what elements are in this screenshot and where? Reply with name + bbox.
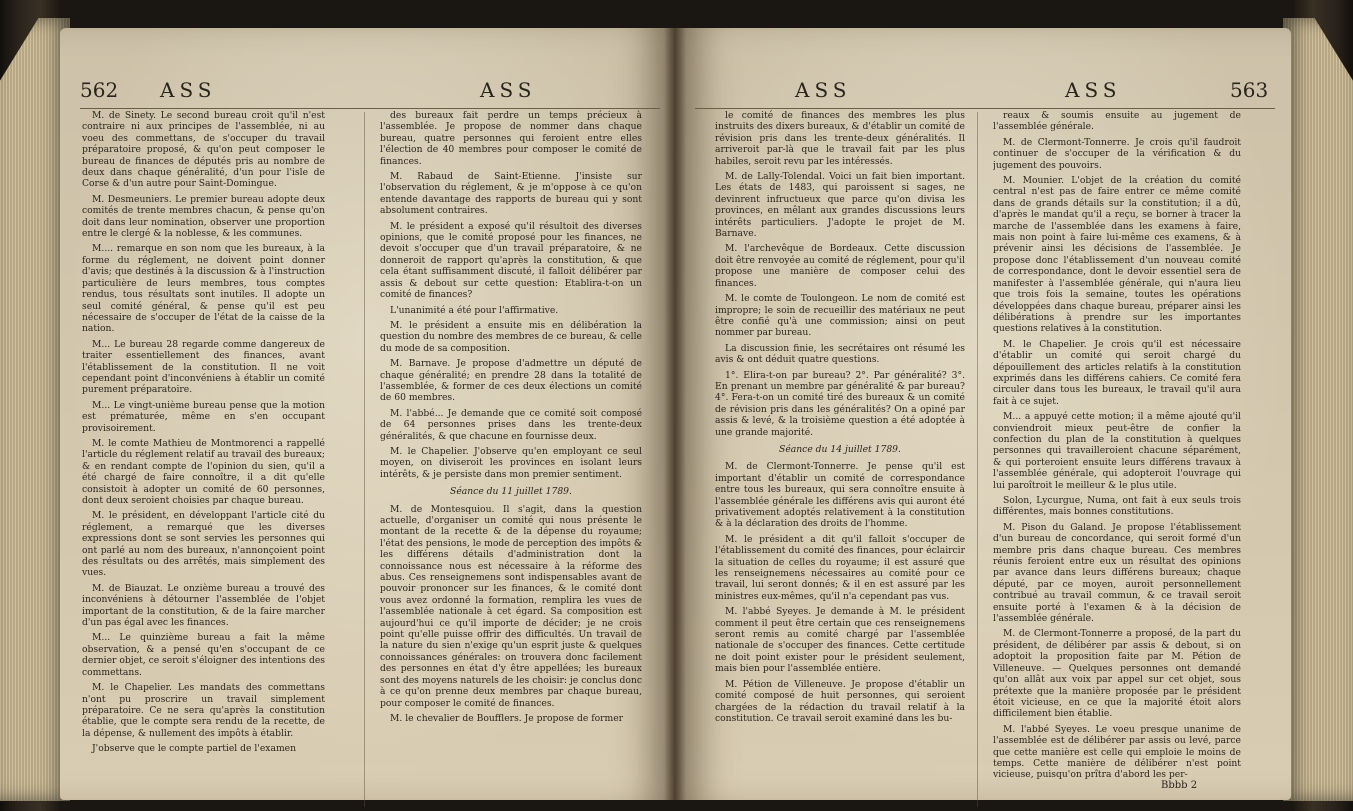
paragraph: M. de Lally-Tolendal. Voici un fait bien important. Les états de 1483, qui paroissent si sages, ne devinrent infructueux que parce qu'on divisa les provinces, en mêlant aux grandes discussions leurs intérêts particuliers. J'adopte le projet de M. Barnave.: [715, 171, 965, 240]
left-page: [60, 28, 675, 800]
paragraph: M. l'archevêque de Bordeaux. Cette discussion doit être renvoyée au comité de réglement, pour qu'il propose une manière de composer celui des finances.: [715, 243, 965, 289]
paragraph: L'unanimité a été pour l'affirmative.: [390, 304, 559, 316]
paragraph: M. le président a exposé qu'il résultoit des diverses opinions, que le comité proposé pour les finances, ne devoit s'occuper que d'un travail préparatoire, & ne donneroit de rapport qu'après la constitution, & que cela étant suffisamment discuté, il falloit délibérer par assis & debout sur cette question: Etablira-t-on un comité de finances?: [380, 220, 642, 301]
paragraph: J'observe que le compte partiel de l'examen: [92, 743, 297, 755]
paragraph: M. Pison du Galand. Je propose l'établissement d'un bureau de concordance, qui seroit formé d'un membre pris dans chaque bureau. Ces membres réunis feroient entre eux un résultat des opinions par avance dans leurs différens bureaux; chaque député, par ce moyen, auroit personnellement contribué au travail commun, & ce travail seroit ensuite porté à l'examen & à la décision de l'assemblée générale.: [993, 521, 1241, 625]
paragraph: M. l'abbé... Je demande que ce comité soit composé de 64 personnes prises dans les trente-deux généralités, & que chacune en fournisse deux.: [380, 407, 642, 442]
paragraph: La discussion finie, les secrétaires ont résumé les avis & ont déduit quatre questions.: [715, 342, 965, 366]
paragraph: M. l'abbé Syeyes. Je demande à M. le président comment il peut être certain que ces renseignemens seront remis au comité chargé par l'assemblée nationale de s'occuper des finances. Cette certitude ne doit point exister pour le président seulement, mais bien pour l'assemblée entière.: [715, 606, 965, 675]
paragraph: reaux & soumis ensuite au jugement de l'assemblée générale.: [993, 110, 1241, 133]
book-gutter: [664, 28, 686, 800]
paragraph: des bureaux fait perdre un temps précieux à l'assemblée. Je propose de nommer dans chaque bureau, quatre personnes qui feroient entre elles l'élection de 40 membres pour composer le comité de finances.: [380, 110, 642, 167]
paragraph: M. de Clermont-Tonnerre. Je pense qu'il est important d'établir un comité de correspondance entre tous les bureaux, qui sera connoître ensuite à l'assemblée générale les différens avis qui auront été privativement adoptés relativement à la constitution & à la déclaration des droits de l'homme.: [715, 461, 965, 530]
paragraph: M. le chevalier de Boufflers. Je propose de former: [390, 712, 624, 724]
right-column-2: [993, 110, 1241, 785]
left-running-head-1: ASS: [160, 78, 217, 102]
paragraph: M. Rabaud de Saint-Etienne. J'insiste sur l'observation du réglement, & je m'oppose à ce qu'on entende davantage des rapports de bureau qui y sont absolument contraires.: [380, 171, 642, 217]
left-column-divider: [364, 112, 365, 807]
paragraph: le comité de finances des membres les plus instruits des dixers bureaux, & d'établir un comité de révision pris dans les trente-deux généralités. Il arriveroit par-là que le travail fait par les plus habiles, seroit revu par les intéressés.: [715, 110, 965, 167]
paragraph: M... Le bureau 28 regarde comme dangereux de traiter essentiellement des finances, avant l'établissement de la constitution. Il ne voit cependant point d'inconvéniens à établir un comité purement préparatoire.: [82, 338, 325, 396]
right-column-divider: [977, 112, 978, 807]
paragraph: Séance du 14 juillet 1789.: [779, 443, 901, 455]
paragraph: M... a appuyé cette motion; il a même ajouté qu'il conviendroit mieux peut-être de confier la confection du plan de la constitution à quelques personnes qui travailleroient chacune séparément, & qui porteroient ensuite leurs différens travaux à l'assemblée générale, qui adopteroit l'ouvrage qui lui paroîtroit le meilleur & le plus utile.: [993, 411, 1241, 491]
paragraph: 1°. Elira-t-on par bureau? 2°. Par généralité? 3°. En prenant un membre par généralité & par bureau? 4°. Fera-t-on un comité tiré des bureaux & un comité de révision pris dans les généralités? On a opiné par assis & levé, & la troisième question a été adoptée à une grande majorité.: [715, 369, 965, 438]
paragraph: M. le président a ensuite mis en délibération la question du nombre des membres de ce bureau, & celle du mode de sa composition.: [380, 319, 642, 354]
left-column-1: [82, 110, 325, 759]
paragraph: M. le président, en développant l'article cité du réglement, a remarqué que les diverses expressions dont se sont servies les personnes qui ont parlé au nom des bureaux, n'annonçoient point des résultats ou des arrêtés, mais simplement des vues.: [82, 510, 325, 579]
paragraph: M. le Chapelier. J'observe qu'en employant ce seul moyen, on diviseroit les provinces en isolant leurs intérêts, & je persiste dans mon premier sentiment.: [380, 445, 642, 480]
paragraph: M. de Biauzat. Le onzième bureau a trouvé des inconvéniens à détourner l'assemblée de l'objet important de la constitution, & de la faire marcher d'un pas égal avec les finances.: [82, 582, 325, 629]
paragraph: M. le président a dit qu'il falloit s'occuper de l'établissement du comité des finances, pour éclaircir la situation de celles du royaume; il est assuré que les renseignemens nécessaires au comité pour ce travail, lui seront donnés; & il en est assuré par les ministres eux-mêmes, qu'il n'a cependant pas vus.: [715, 533, 965, 602]
right-column-1: [715, 110, 965, 728]
right-running-head-1: ASS: [795, 78, 852, 102]
paragraph: M. Pétion de Villeneuve. Je propose d'établir un comité composé de huit personnes, qui seroient chargées de la rédaction du travail relatif à la constitution. Ce travail seroit examiné dans les bu-: [715, 678, 965, 724]
left-page-number: 562: [80, 78, 119, 102]
paragraph: M.... remarque en son nom que les bureaux, à la forme du réglement, ne doivent point donner d'avis; que destinés à la discussion & à l'instruction particulière de leurs membres, tous comptes rendus, tous résultats sont inutiles. Il adopte un seul comité général, & pense qu'il est peu nécessaire de s'occuper de l'état de la caisse de la nation.: [82, 243, 325, 335]
left-column-2: [380, 110, 642, 728]
right-page-edges: [1283, 18, 1353, 801]
paragraph: M... Le vingt-unième bureau pense que la motion est prématurée, même en s'en occupant provisoirement.: [82, 399, 325, 434]
paragraph: M. Desmeuniers. Le premier bureau adopte deux comités de trente membres chacun, & pense qu'on doit dans leur nomination, observer une proportion entre le clergé & la noblesse, & les communes.: [82, 193, 325, 240]
paragraph: M. Barnave. Je propose d'admettre un député de chaque généralité; en prendre 28 dans la totalité de l'assemblée, & former de ces deux élections un comité de 60 membres.: [380, 358, 642, 404]
right-page: [675, 28, 1291, 800]
right-header-rule: [695, 108, 1275, 109]
paragraph: M. de Clermont-Tonnerre a proposé, de la part du président, de délibérer par assis & debout, si on adoptoit la proposition faite par M. Pétion de Villeneuve. — Quelques personnes ont demandé qu'on allât aux voix par appel sur cet objet, sous prétexte que la manière proposée par le président étoit vicieuse, en ce que la majorité étoit alors difficilement bien établie.: [993, 628, 1241, 720]
paragraph: M. de Clermont-Tonnerre. Je crois qu'il faudroit continuer de s'occuper de la vérification & du jugement des pouvoirs.: [993, 136, 1241, 171]
right-page-number: 563: [1230, 78, 1269, 102]
paragraph: M. de Montesquiou. Il s'agit, dans la question actuelle, d'organiser un comité qui nous présente le montant de la recette & de la dépense du royaume; l'état des pensions, le mode de perception des impôts & les différens détails d'administration dont la connoissance nous est nécessaire à la réforme des abus. Ces renseignemens sont indispensables avant de pouvoir prononcer sur les finances, & le comité dont vous avez ordonné la formation, remplira les vues de l'assemblée nationale à cet égard. Sa composition est aujourd'hui ce qu'il importe de décider; je ne crois point qu'elle puisse offrir des difficultés. Un travail de la nature du sien n'exige qu'un esprit juste & quelques connoissances générales: on trouvera donc facilement des personnes en état d'y être appellées; les bureaux sont des moyens naturels de les choisir: je conclus donc à ce qu'on prenne deux membres par chaque bureau, pour composer le comité de finances.: [380, 503, 642, 709]
paragraph: M. le Chapelier. Je crois qu'il est nécessaire d'établir un comité qui seroit chargé du dépouillement des articles relatifs à la constitution exprimés dans les différens cahiers. Ce comité fera circuler dans tous les bureaux, le travail qu'il aura fait à ce sujet.: [993, 338, 1241, 407]
paragraph: M. le comte Mathieu de Montmorenci a rappellé l'article du réglement relatif au travail des bureaux; & en rendant compte de l'opinion du sien, qu'il a été chargé de faire connoître, il a dit qu'elle consistoit à adopter un comité de 60 personnes, dont deux seroient choisies par chaque bureau.: [82, 437, 325, 506]
paragraph: M. Mounier. L'objet de la création du comité central n'est pas de faire entrer ce même comité dans de grands détails sur la constitution; il a dû, d'après le mandat qu'il a reçu, se borner à tracer la marche de l'assemblée dans les examens à faire, mais non point à faire lui-même ces examens, & à prévenir ainsi les décisions de l'assemblée. Je propose donc l'établissement d'un nouveau comité de correspondance, dont le devoir essentiel sera de manifester à l'assemblée générale, qui n'aura lieu que trois fois la semaine, toutes les opérations développées dans chaque bureau, préparer ainsi les délibérations à prendre sur les importantes questions relatives à la constitution.: [993, 175, 1241, 335]
right-running-head-2: ASS: [1065, 78, 1122, 102]
paragraph: M. de Sinety. Le second bureau croit qu'il n'est contraire ni aux principes de l'assemblée, ni au voeu des commettans, de s'occuper du travail préparatoire proposé, & qu'on peut composer le bureau de finances de députés pris au nombre de deux dans chaque généralité, d'un pour l'isle de Corse & d'un autre pour Saint-Domingue.: [82, 110, 325, 190]
paragraph: M. le comte de Toulongeon. Le nom de comité est impropre; le soin de recueillir des matériaux ne peut être confié qu'à une commission; ainsi on peut nommer par bureau.: [715, 293, 965, 339]
left-running-head-2: ASS: [480, 78, 537, 102]
paragraph: M. le Chapelier. Les mandats des commettans n'ont pu proscrire un travail simplement préparatoire. Ce ne sera qu'après la constitution établie, que le compte sera rendu de la recette, de la dépense, & nullement des impôts à établir.: [82, 682, 325, 739]
paragraph: M. l'abbé Syeyes. Le voeu presque unanime de l'assemblée est de délibérer par assis ou levé, parce que cette manière est celle qui emploie le moins de temps. Cette manière de délibérer n'est point vicieuse, puisqu'on prîtra d'abord les per-: [993, 723, 1241, 781]
paragraph: M... Le quinzième bureau a fait la même observation, & a pensé qu'en s'occupant de ce dernier objet, ce seroit s'éloigner des intentions des commettans.: [82, 632, 325, 678]
paragraph: Solon, Lycurgue, Numa, ont fait à eux seuls trois différentes, mais bonnes constitutions.: [993, 495, 1241, 518]
left-header-rule: [80, 108, 660, 109]
signature-mark: Bbbb 2: [1161, 780, 1198, 791]
paragraph: Séance du 11 juillet 1789.: [450, 486, 572, 498]
